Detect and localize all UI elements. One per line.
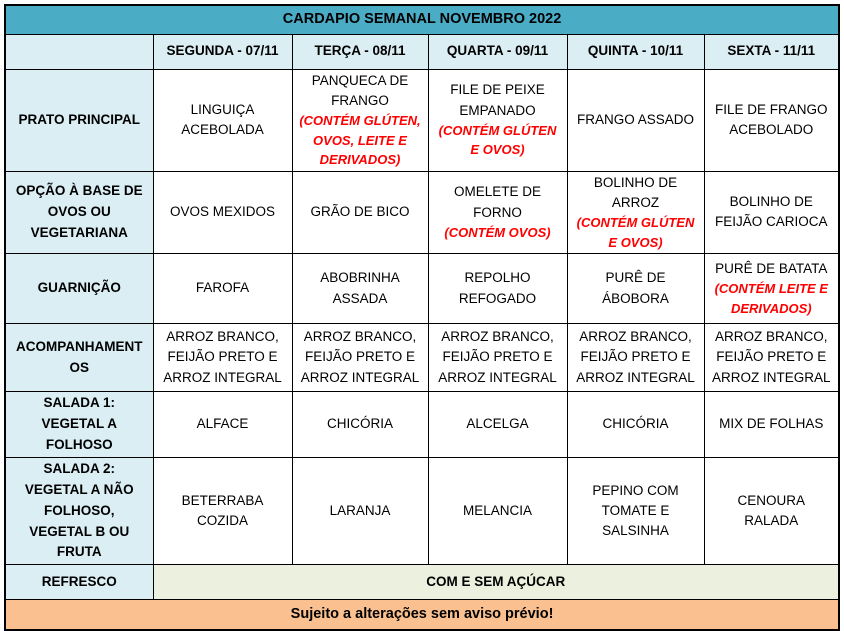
menu-item-text: LINGUIÇA ACEBOLADA xyxy=(181,101,264,137)
menu-cell xyxy=(292,254,428,324)
menu-cell xyxy=(428,392,567,458)
menu-item-text: PANQUECA DE FRANGO xyxy=(311,72,409,108)
menu-cell xyxy=(153,171,292,254)
menu-cell xyxy=(428,69,567,171)
title-row xyxy=(5,5,839,34)
menu-cell xyxy=(292,457,428,565)
menu-item-text: CHICÓRIA xyxy=(326,416,393,432)
row-label: GUARNIÇÃO xyxy=(5,254,153,324)
row-label: ACOMPANHAMENTOS xyxy=(5,324,153,392)
menu-cell xyxy=(428,324,567,392)
row-salada-2 xyxy=(5,457,839,565)
menu-item-text: BETERRABA COZIDA xyxy=(181,492,264,529)
menu-item-text: REPOLHO REFOGADO xyxy=(458,270,537,306)
menu-item-text: ARROZ BRANCO, FEIJÃO PRETO E ARROZ INTEGRAL xyxy=(576,329,695,385)
menu-item-text: PURÊ DE BATATA xyxy=(715,260,828,276)
page-title: CARDAPIO SEMANAL NOVEMBRO 2022 xyxy=(5,5,839,34)
menu-cell xyxy=(428,457,567,565)
header-day-tuesday: TERÇA - 08/11 xyxy=(292,34,428,69)
row-label: OPÇÃO À BASE DE OVOS OU VEGETARIANA xyxy=(5,171,153,254)
row-salada-1 xyxy=(5,392,839,458)
menu-cell xyxy=(292,324,428,392)
row-acompanhamentos xyxy=(5,324,839,392)
footer-notice: Sujeito a alterações sem aviso prévio! xyxy=(5,600,839,630)
menu-cell xyxy=(292,392,428,458)
row-label: SALADA 2: VEGETAL A NÃO FOLHOSO, VEGETAL B OU FRUTA xyxy=(5,457,153,565)
menu-item-text: ARROZ BRANCO, FEIJÃO PRETO E ARROZ INTEGRAL xyxy=(712,329,831,385)
menu-cell xyxy=(153,457,292,565)
menu-item-text: MELANCIA xyxy=(462,502,533,518)
menu-cell xyxy=(292,171,428,254)
footer-row xyxy=(5,600,839,630)
menu-item-text: ALCELGA xyxy=(466,416,529,432)
menu-item-text: ALFACE xyxy=(196,416,249,432)
header-day-thursday: QUINTA - 10/11 xyxy=(567,34,704,69)
allergen-note: (CONTÉM GLÚTEN, OVOS, LEITE E DERIVADOS) xyxy=(299,113,421,167)
menu-cell xyxy=(567,171,704,254)
allergen-note: (CONTÉM GLÚTEN E OVOS) xyxy=(438,122,557,158)
row-refresco xyxy=(5,565,839,600)
menu-item-text: OVOS MEXIDOS xyxy=(169,204,276,220)
menu-item-text: BOLINHO DE FEIJÃO CARIOCA xyxy=(715,194,828,230)
menu-item-text: GRÃO DE BICO xyxy=(310,204,410,220)
row-label: REFRESCO xyxy=(5,565,153,600)
menu-item-text: FILE DE FRANGO ACEBOLADO xyxy=(715,101,828,137)
menu-item-text: FILE DE PEIXE EMPANADO xyxy=(450,82,545,118)
menu-cell xyxy=(567,392,704,458)
menu-cell xyxy=(428,254,567,324)
menu-cell xyxy=(153,69,292,171)
menu-item-text: CENOURA RALADA xyxy=(737,492,806,529)
menu-item-text: ARROZ BRANCO, FEIJÃO PRETO E ARROZ INTEGRAL xyxy=(438,329,557,385)
menu-cell xyxy=(153,324,292,392)
menu-cell xyxy=(567,69,704,171)
menu-item-text: ARROZ BRANCO, FEIJÃO PRETO E ARROZ INTEGRAL xyxy=(163,329,282,385)
menu-item-text: ABOBRINHA ASSADA xyxy=(320,270,400,306)
menu-cell xyxy=(567,254,704,324)
menu-cell xyxy=(567,457,704,565)
menu-item-text: BOLINHO DE ARROZ xyxy=(593,174,678,210)
allergen-note: (CONTÉM GLÚTEN E OVOS) xyxy=(576,215,695,250)
header-day-monday: SEGUNDA - 07/11 xyxy=(153,34,292,69)
menu-cell xyxy=(704,69,839,171)
row-prato-principal xyxy=(5,69,839,171)
menu-cell xyxy=(153,254,292,324)
menu-item-text: FRANGO ASSADO xyxy=(576,111,695,127)
menu-item-text: CHICÓRIA xyxy=(602,416,669,432)
menu-item-text: OMELETE DE FORNO xyxy=(453,184,542,220)
menu-cell xyxy=(704,457,839,565)
menu-cell xyxy=(567,324,704,392)
menu-item-text: PURÊ DE ÁBOBORA xyxy=(602,270,669,306)
menu-cell xyxy=(428,171,567,254)
header-day-friday: SEXTA - 11/11 xyxy=(704,34,839,69)
menu-cell xyxy=(704,392,839,458)
menu-item-text: LARANJA xyxy=(329,502,391,518)
menu-item-text: FAROFA xyxy=(195,280,250,296)
menu-cell xyxy=(704,171,839,254)
menu-item-text: MIX DE FOLHAS xyxy=(719,416,824,432)
row-opcao-ovos-vegetariana xyxy=(5,171,839,254)
menu-cell xyxy=(704,324,839,392)
menu-cell xyxy=(704,254,839,324)
allergen-note: (CONTÉM OVOS) xyxy=(444,224,551,240)
weekly-menu-table xyxy=(4,4,840,631)
menu-item-text: ARROZ BRANCO, FEIJÃO PRETO E ARROZ INTEGRAL xyxy=(300,329,420,385)
row-guarnicao xyxy=(5,254,839,324)
header-row xyxy=(5,34,839,69)
row-label: SALADA 1: VEGETAL A FOLHOSO xyxy=(5,392,153,458)
header-day-wednesday: QUARTA - 09/11 xyxy=(428,34,567,69)
row-label: PRATO PRINCIPAL xyxy=(5,69,153,171)
header-corner-cell xyxy=(5,34,153,69)
menu-cell xyxy=(153,392,292,458)
menu-item-text: PEPINO COM TOMATE E SALSINHA xyxy=(592,482,679,539)
allergen-note: (CONTÉM LEITE E DERIVADOS) xyxy=(714,281,828,316)
menu-cell xyxy=(292,69,428,171)
refresco-value-cell: COM E SEM AÇÚCAR xyxy=(153,565,839,600)
